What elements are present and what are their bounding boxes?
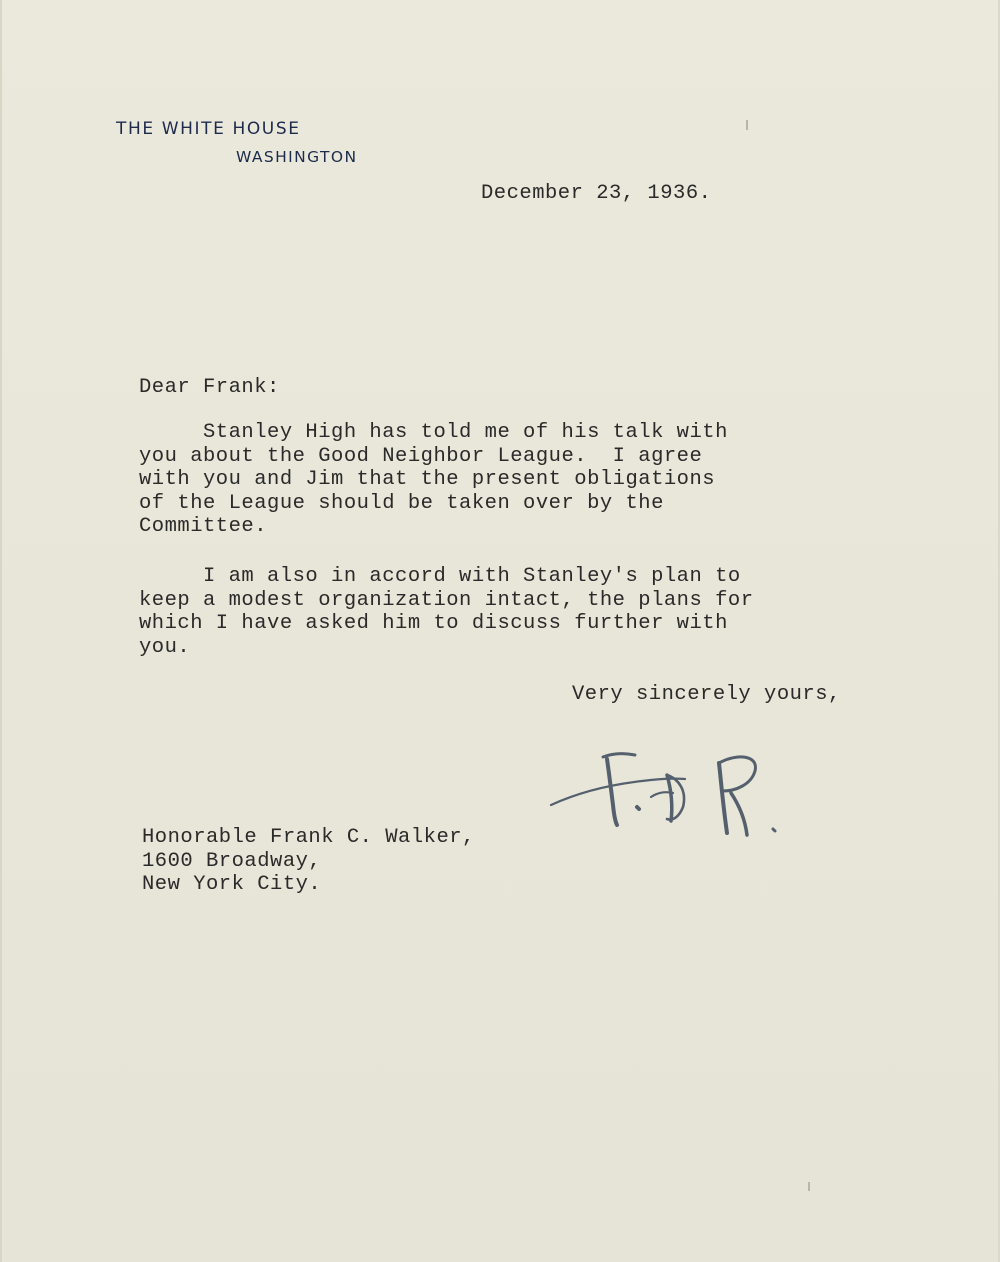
address-line: Honorable Frank C. Walker,	[142, 826, 475, 849]
body-paragraph-2	[139, 565, 754, 659]
body-line: you about the Good Neighbor League. I agree	[139, 444, 703, 468]
letterhead	[116, 118, 357, 168]
letter-date: December 23, 1936.	[481, 182, 712, 205]
body-line: which I have asked him to discuss further with	[139, 612, 728, 635]
body-line: with you and Jim that the present obligations	[139, 468, 716, 491]
body-paragraph-1	[139, 421, 728, 539]
paper-speck	[746, 120, 748, 130]
recipient-address	[142, 826, 475, 897]
letterhead-title: THE WHITE HOUSE	[116, 119, 301, 139]
address-line: 1600 Broadway,	[142, 849, 322, 873]
body-line: you.	[139, 635, 191, 659]
body-line: I am also in accord with Stanley's plan to	[139, 565, 741, 588]
closing: Very sincerely yours,	[572, 683, 841, 706]
body-line: of the League should be taken over by the	[139, 491, 664, 515]
salutation: Dear Frank:	[139, 376, 280, 399]
body-line: keep a modest organization intact, the plans for	[139, 588, 754, 612]
letterhead-city: WASHINGTON	[236, 148, 358, 166]
handwritten-signature	[547, 745, 787, 855]
address-line: New York City.	[142, 873, 322, 896]
paper-speck	[808, 1182, 810, 1191]
body-line: Committee.	[139, 515, 268, 538]
body-line: Stanley High has told me of his talk with	[139, 421, 728, 444]
